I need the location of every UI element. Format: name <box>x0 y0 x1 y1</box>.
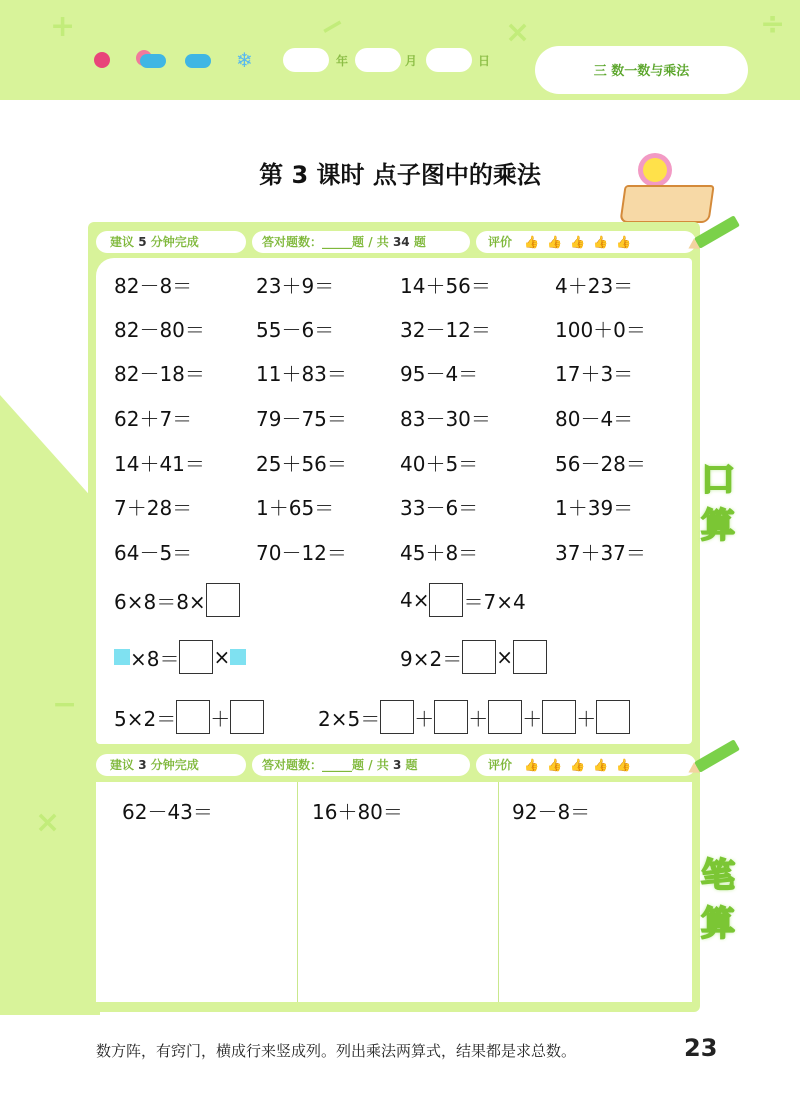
suggested-minutes: 3 <box>138 758 147 772</box>
snow-icon[interactable]: ❄ <box>236 48 253 72</box>
column-divider <box>498 782 499 1002</box>
minus-decoration-icon: − <box>312 5 352 49</box>
thumb-icon[interactable]: 👍 <box>570 235 586 249</box>
oral-problem: 82－80＝ <box>114 318 205 342</box>
page-number: 23 <box>684 1034 718 1062</box>
cyan-square-icon <box>114 649 130 665</box>
answer-box[interactable] <box>488 700 522 734</box>
score-pill <box>252 231 470 253</box>
equation-text: 2×5＝ <box>318 706 381 731</box>
equation-text: 5×2＝ <box>114 706 177 731</box>
year-label: 年 <box>336 54 349 68</box>
thumb-icon[interactable]: 👍 <box>524 758 540 772</box>
lesson-title: 第 3 课时 点子图中的乘法 <box>259 161 541 189</box>
total-count: 3 <box>392 758 402 772</box>
thumb-icon[interactable]: 👍 <box>547 758 563 772</box>
oral-label-char: 算 <box>701 506 735 546</box>
written-problem: 62－43＝ <box>122 800 213 824</box>
left-decorative-band <box>0 395 100 1015</box>
oral-problem: 70－12＝ <box>256 541 347 565</box>
oral-problem: 32－12＝ <box>400 318 491 342</box>
cloudy-icon[interactable] <box>140 54 166 68</box>
rating-label: 评价 <box>488 235 513 249</box>
oral-problem: 64－5＝ <box>114 541 193 565</box>
equation-text: ＋ <box>414 706 435 731</box>
fill-in-equation <box>114 699 264 735</box>
suggest-prefix: 建议 <box>110 758 135 772</box>
suggested-time-pill <box>96 231 246 253</box>
equation-text: ＋ <box>522 706 543 731</box>
answered-prefix: 答对题数： <box>262 758 323 772</box>
column-divider <box>297 782 298 1002</box>
answer-box[interactable] <box>434 700 468 734</box>
answer-box[interactable] <box>542 700 576 734</box>
oral-problem: 17＋3＝ <box>555 362 634 386</box>
equation-text: 9×2＝ <box>400 646 463 671</box>
month-field[interactable] <box>355 48 401 72</box>
thumb-icon[interactable]: 👍 <box>570 758 586 772</box>
divide-decoration-icon: ÷ <box>760 7 786 42</box>
section1-info-bar <box>96 231 710 253</box>
oral-problem: 55－6＝ <box>256 318 335 342</box>
oral-problem: 45＋8＝ <box>400 541 479 565</box>
year-field[interactable] <box>283 48 329 72</box>
thumb-icon[interactable]: 👍 <box>524 235 540 249</box>
minus-decoration-icon: − <box>52 687 78 722</box>
answered-mid: 题 / 共 <box>352 758 389 772</box>
equation-text: × <box>496 645 513 669</box>
answered-suffix: 题 <box>405 758 418 772</box>
answer-box[interactable] <box>206 583 240 617</box>
suggest-suffix: 分钟完成 <box>150 235 199 249</box>
oral-problem: 83－30＝ <box>400 407 491 431</box>
oral-problem: 56－28＝ <box>555 452 646 476</box>
total-count: 34 <box>392 235 410 249</box>
oral-problem: 23＋9＝ <box>256 274 335 298</box>
oral-problem: 1＋65＝ <box>256 496 335 520</box>
answered-blank[interactable]: _____ <box>322 758 353 772</box>
day-label: 日 <box>478 54 491 68</box>
rain-cloud-icon[interactable] <box>185 54 211 68</box>
thumb-icon[interactable]: 👍 <box>593 235 609 249</box>
oral-problem: 82－18＝ <box>114 362 205 386</box>
oral-problem: 80－4＝ <box>555 407 634 431</box>
header-band-curve <box>60 100 800 130</box>
sunny-icon[interactable] <box>94 52 110 68</box>
suggest-prefix: 建议 <box>110 235 135 249</box>
equation-text: ＋ <box>468 706 489 731</box>
suggest-suffix: 分钟完成 <box>150 758 199 772</box>
day-field[interactable] <box>426 48 472 72</box>
thumb-icon[interactable]: 👍 <box>616 758 631 772</box>
oral-problem: 25＋56＝ <box>256 452 347 476</box>
answer-box[interactable] <box>179 640 213 674</box>
oral-problem: 79－75＝ <box>256 407 347 431</box>
answer-box[interactable] <box>176 700 210 734</box>
oral-problem: 33－6＝ <box>400 496 479 520</box>
flower-icon <box>643 158 667 182</box>
answer-box[interactable] <box>462 640 496 674</box>
times-decoration-icon: × <box>505 15 531 50</box>
rating-pill <box>476 754 696 776</box>
answered-blank[interactable]: _____ <box>322 235 353 249</box>
written-problem: 16＋80＝ <box>312 800 403 824</box>
oral-problem: 11＋83＝ <box>256 362 347 386</box>
thumb-icon[interactable]: 👍 <box>593 758 609 772</box>
oral-problem: 14＋56＝ <box>400 274 491 298</box>
equation-text: 4× <box>400 588 430 612</box>
oral-problem: 4＋23＝ <box>555 274 634 298</box>
fill-in-equation <box>114 582 240 618</box>
month-label: 月 <box>405 54 418 68</box>
written-problem: 92－8＝ <box>512 800 591 824</box>
plus-decoration-icon: + <box>50 9 76 44</box>
oral-problem: 95－4＝ <box>400 362 479 386</box>
thumb-icon[interactable]: 👍 <box>616 235 631 249</box>
answered-prefix: 答对题数： <box>262 235 323 249</box>
suggested-minutes: 5 <box>138 235 147 249</box>
oral-problem: 62＋7＝ <box>114 407 193 431</box>
fill-in-equation <box>114 639 246 675</box>
oral-problem: 40＋5＝ <box>400 452 479 476</box>
section2-info-bar <box>96 754 710 776</box>
equation-text: ×8＝ <box>130 646 180 671</box>
rating-label: 评价 <box>488 758 513 772</box>
equation-text: ＝7×4 <box>463 589 526 614</box>
answer-box[interactable] <box>596 700 630 734</box>
oral-problem: 82－8＝ <box>114 274 193 298</box>
answer-box[interactable] <box>429 583 463 617</box>
answered-suffix: 题 <box>413 235 426 249</box>
open-book-icon <box>619 185 714 223</box>
unit-title: 三 数一数与乘法 <box>593 64 690 79</box>
thumb-icon[interactable]: 👍 <box>547 235 563 249</box>
oral-label-char: 口 <box>701 460 735 500</box>
oral-problem: 7＋28＝ <box>114 496 193 520</box>
written-label-char: 笔 <box>701 856 735 896</box>
equation-text: ＋ <box>576 706 597 731</box>
written-label-char: 算 <box>701 904 735 944</box>
times-decoration-icon: × <box>35 805 61 840</box>
equation-text: × <box>213 645 231 669</box>
score-pill <box>252 754 470 776</box>
fill-in-equation <box>318 699 630 735</box>
fill-in-equation <box>400 582 526 618</box>
rating-pill <box>476 231 696 253</box>
equation-text: ＋ <box>210 706 231 731</box>
oral-problem: 1＋39＝ <box>555 496 634 520</box>
oral-problem: 14＋41＝ <box>114 452 205 476</box>
footer-rhyme: 数方阵，有窍门，横成行来竖成列。列出乘法两算式，结果都是求总数。 <box>96 1042 577 1060</box>
fill-in-equation <box>400 639 547 675</box>
cyan-square-icon <box>230 649 246 665</box>
answer-box[interactable] <box>513 640 547 674</box>
answer-box[interactable] <box>380 700 414 734</box>
answer-box[interactable] <box>230 700 264 734</box>
suggested-time-pill <box>96 754 246 776</box>
oral-problem: 37＋37＝ <box>555 541 646 565</box>
oral-problem: 100＋0＝ <box>555 318 646 342</box>
answered-mid: 题 / 共 <box>352 235 389 249</box>
equation-text: 6×8＝8× <box>114 589 206 614</box>
